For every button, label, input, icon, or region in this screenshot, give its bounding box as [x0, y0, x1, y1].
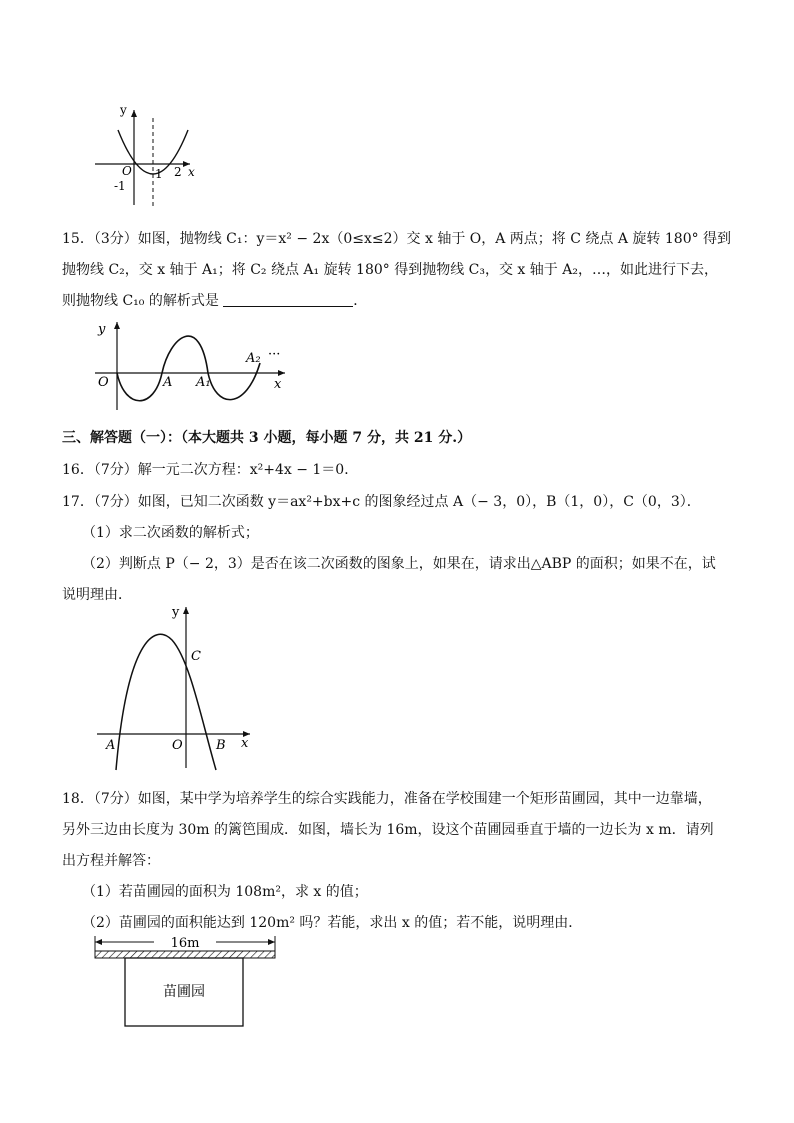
- q15-line3-text: 则抛物线 C₁₀ 的解析式是: [62, 293, 219, 309]
- fig15-y-label: y: [98, 322, 106, 337]
- fig15-dots-label: ···: [268, 347, 281, 362]
- q18-line2: 另外三边由长度为 30m 的篱笆围成．如图，墙长为 16m，设这个苗圃园垂直于墙的一边长为 x m．请列: [62, 822, 714, 838]
- fig14-one-label: 1: [155, 167, 163, 181]
- q18-line3: 出方程并解答：: [62, 853, 160, 869]
- figure-q18-garden: [92, 932, 282, 1032]
- fig17-y-label: y: [172, 605, 180, 620]
- q15-answer-blank[interactable]: [223, 292, 353, 307]
- fig17-x-label: x: [241, 736, 249, 751]
- figure-q14-parabola: [90, 100, 200, 210]
- q15-line2: 抛物线 C₂，交 x 轴于 A₁；将 C₂ 绕点 A₁ 旋转 180° 得到抛物线 C₃，交 x 轴于 A₂，…，如此进行下去，: [62, 262, 718, 278]
- q17-part1: （1）求二次函数的解析式；: [82, 525, 259, 541]
- q15-line1: 15．（3分）如图，抛物线 C₁：y＝x² − 2x（0≤x≤2）交 x 轴于 O，A 两点；将 C 绕点 A 旋转 180° 得到: [62, 231, 732, 247]
- fig14-origin-label: O: [122, 164, 132, 178]
- fig15-origin-label: O: [98, 375, 109, 390]
- fig18-garden-label: 苗圃园: [163, 984, 205, 1000]
- q17-part2-cont: 说明理由．: [62, 587, 132, 603]
- q18-part1: （1）若苗圃园的面积为 108m²，求 x 的值；: [82, 884, 368, 900]
- q17-part2: （2）判断点 P（− 2，3）是否在该二次函数的图象上，如果在，请求出△ABP 的面积；如果不在，试: [82, 556, 716, 572]
- fig18-wall-length-label: 16m: [170, 936, 200, 951]
- fig15-a2-label: A₂: [246, 351, 261, 366]
- fig14-neg1-label: -1: [114, 179, 126, 193]
- q17-line1: 17．（7分）如图，已知二次函数 y＝ax²+bx+c 的图象经过点 A（− 3，0），B（1，0），C（0，3）．: [62, 494, 701, 510]
- fig17-c-label: C: [191, 649, 201, 664]
- fig14-x-label: x: [188, 165, 195, 179]
- figure-q17-parabola: [92, 602, 257, 772]
- fig15-a-label: A: [163, 375, 173, 390]
- q18-part2: （2）苗圃园的面积能达到 120m² 吗？若能，求出 x 的值；若不能，说明理由．: [82, 915, 583, 931]
- q18-line1: 18．（7分）如图，某中学为培养学生的综合实践能力，准备在学校围建一个矩形苗圃园，其中一边靠墙，: [62, 791, 712, 807]
- fig14-y-label: y: [120, 103, 127, 117]
- fig17-origin-label: O: [172, 738, 183, 753]
- figure-q15-wave: [90, 318, 290, 413]
- fig17-a-label: A: [106, 738, 116, 753]
- q15-line3: [62, 290, 367, 310]
- fig15-a1-label: A₁: [196, 375, 211, 390]
- fig17-b-label: B: [216, 738, 226, 753]
- q15-line3-end: ．: [353, 293, 368, 309]
- section3-heading: 三、解答题（一）：（本大题共 3 小题，每小题 7 分，共 21 分.）: [62, 430, 472, 446]
- q16-text: 16．（7分）解一元二次方程：x²+4x − 1＝0．: [62, 462, 359, 478]
- fig14-two-label: 2: [174, 165, 182, 179]
- fig15-x-label: x: [274, 377, 282, 392]
